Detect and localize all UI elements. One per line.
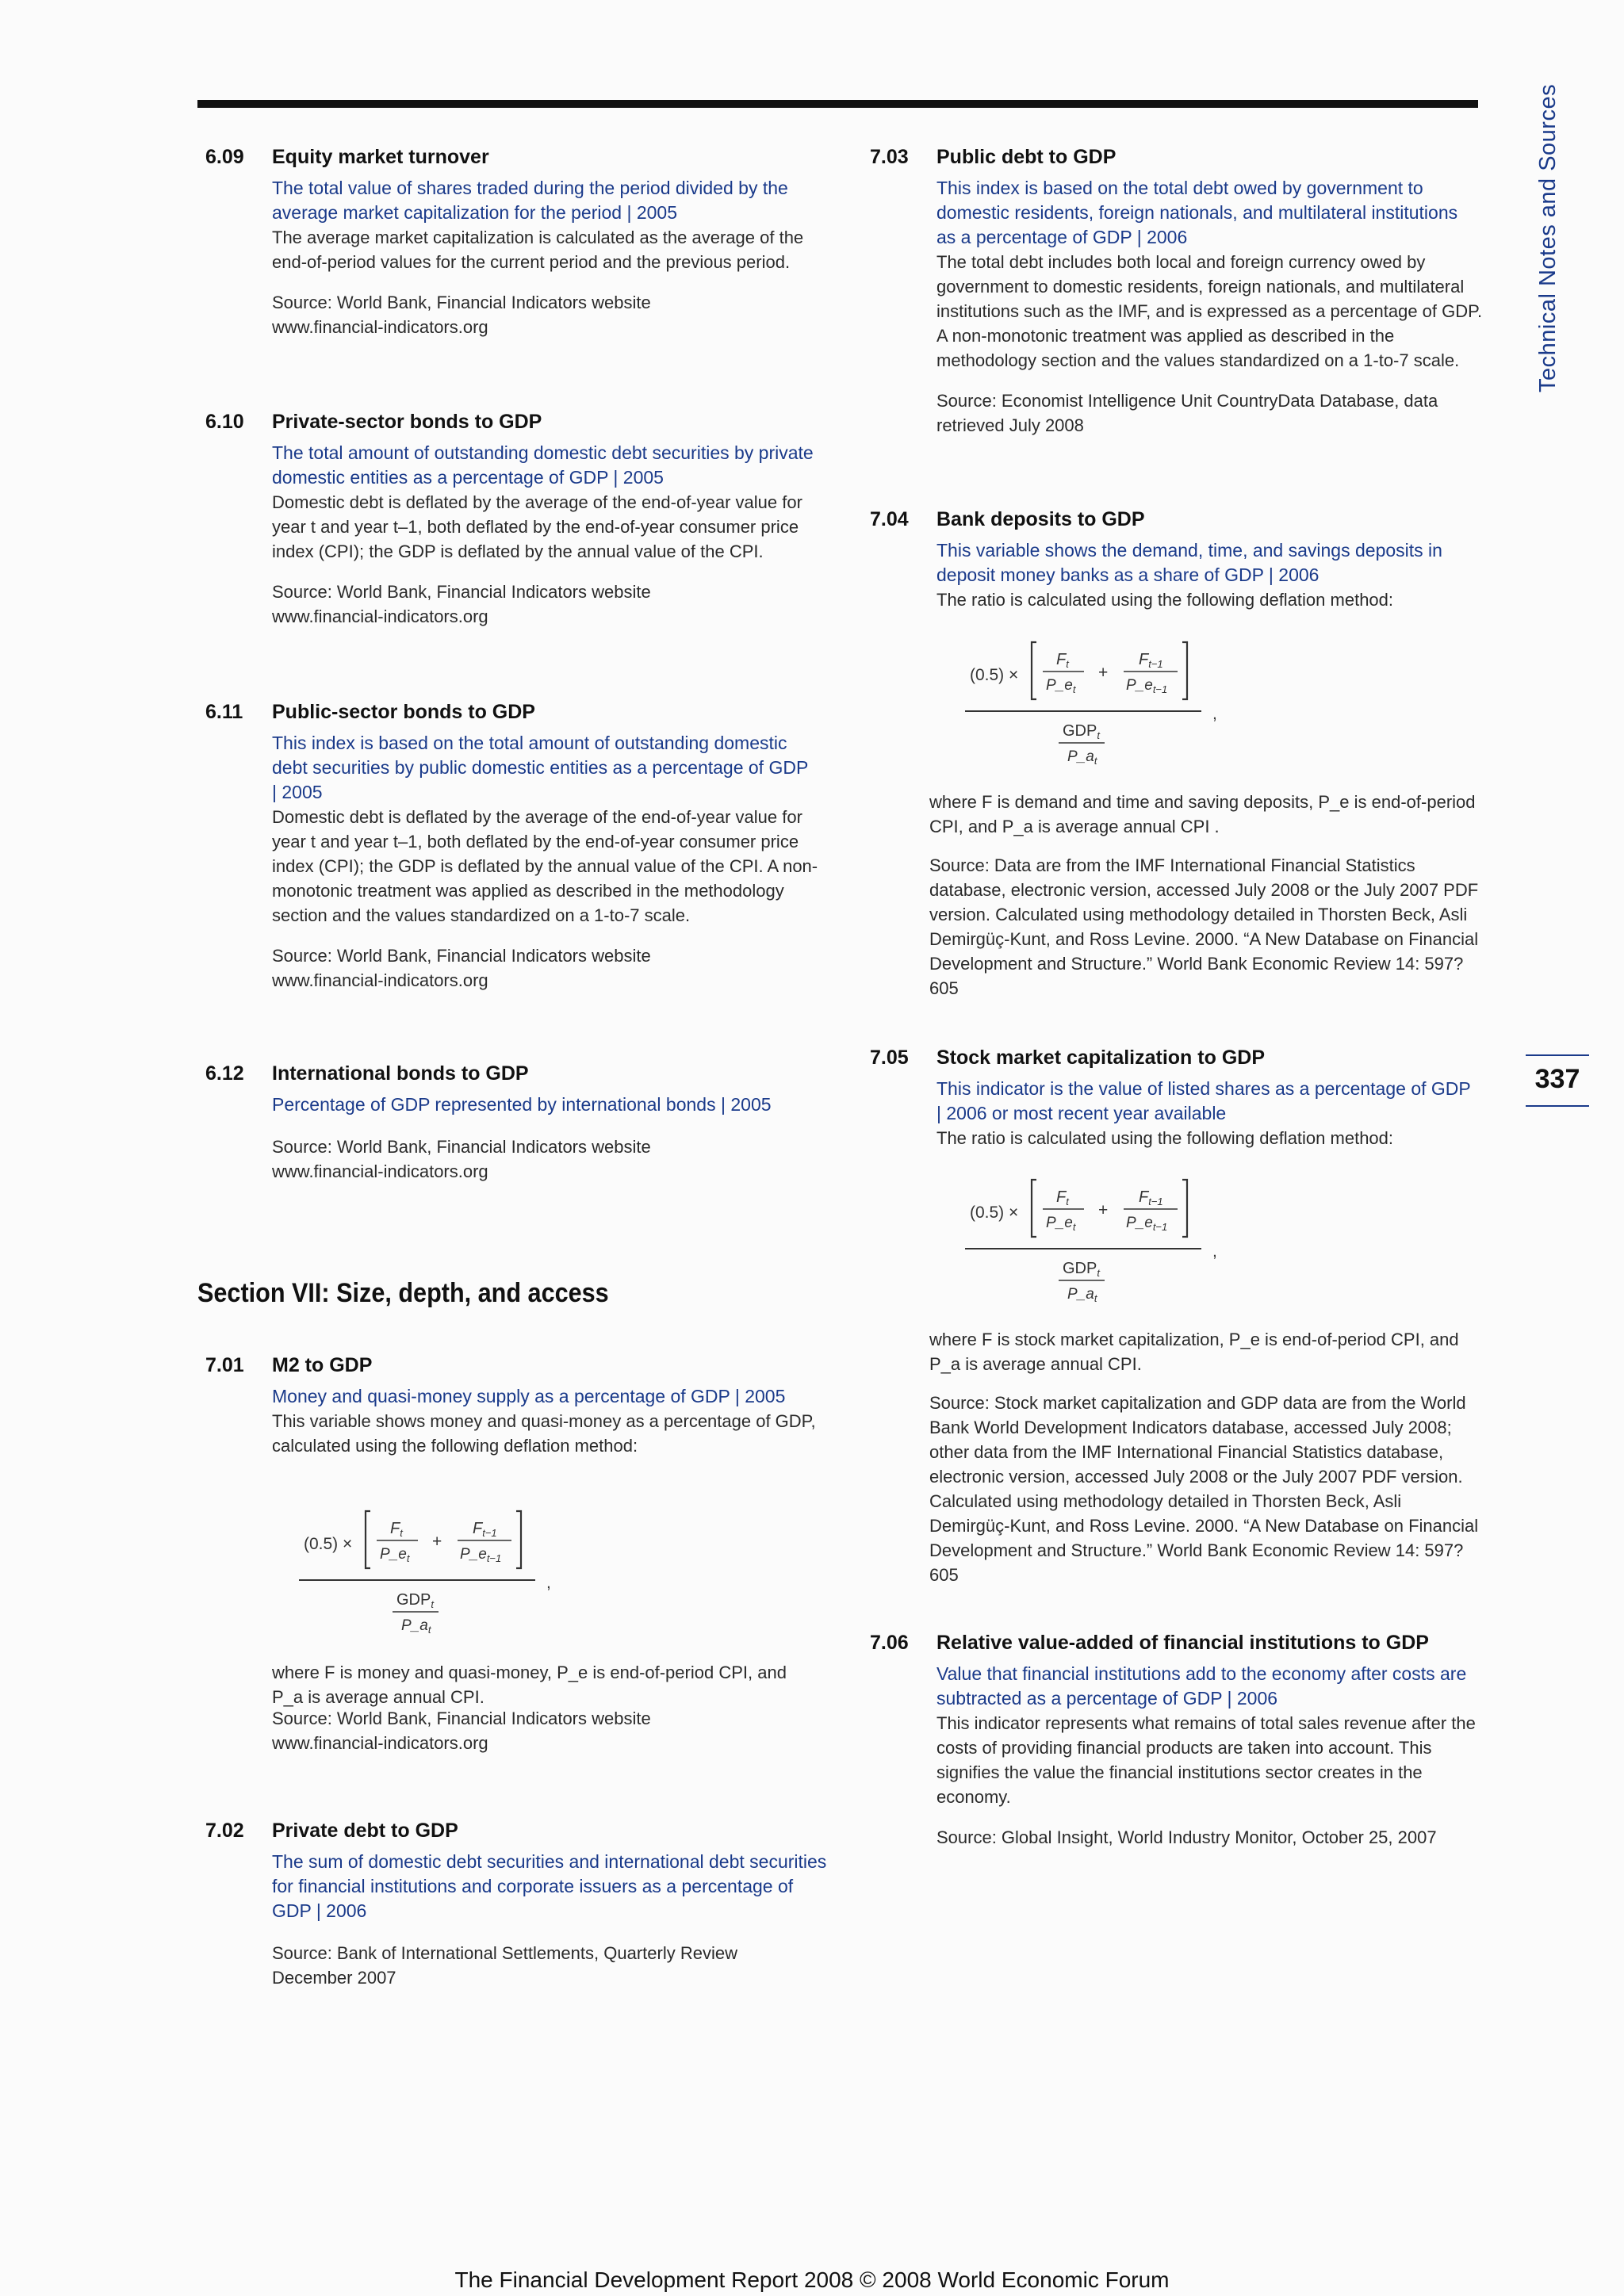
entry-number: 7.05 xyxy=(870,1047,909,1069)
formula-pet-1: $P\_e_{t-1}$ xyxy=(1126,677,1168,695)
entry-source: Source: Data are from the IMF International Financial Statistics database, electronic version, accessed July 2008 or the July 2007 PDF version. Calculated using methodology detailed in Thorsten Beck, Asli Demirgüç-Kunt, and Ross Levine. 2000. “A New Database on Financial Development and Structure.” World Bank Economic Review 14: 597?605 xyxy=(929,855,1479,998)
entry-source: Source: World Bank, Financial Indicators website www.financial-indicators.org xyxy=(272,1137,651,1181)
entry-definition: Value that financial institutions add to the economy after costs are subtracted as a percentage of GDP | 2006 xyxy=(936,1663,1467,1709)
deflation-formula xyxy=(963,1173,1249,1316)
left-bracket xyxy=(1032,642,1036,699)
formula-where-text: where F is stock market capitalization, P_e is end-of-period CPI, and P_a is average annual CPI. xyxy=(929,1330,1459,1374)
entry-definition: This index is based on the total debt owed by government to domestic residents, foreign nationals, and multilateral institutions as a percentage of GDP | 2006 xyxy=(936,178,1458,247)
entry-source: Source: Economist Intelligence Unit CountryData Database, data retrieved July 2008 xyxy=(936,391,1438,435)
formula-ft-1: $F_{t-1}$ xyxy=(1139,651,1163,670)
formula-plus: + xyxy=(432,1533,442,1551)
left-bracket xyxy=(366,1511,370,1568)
formula-plus: + xyxy=(1098,1201,1109,1219)
entry-definition: This variable shows the demand, time, and savings deposits in deposit money banks as a share of GDP | 2006 xyxy=(936,540,1442,585)
page-number-rule-bottom xyxy=(1526,1105,1589,1107)
formula-coefficient: (0.5) × xyxy=(970,1203,1019,1222)
formula-where-text: where F is demand and time and saving deposits, P_e is end-of-period CPI, and P_a is average annual CPI . xyxy=(929,792,1476,836)
entry-title: Private-sector bonds to GDP xyxy=(272,411,542,433)
formula-pet-1: $P\_e_{t-1}$ xyxy=(460,1546,502,1564)
formula-coefficient: (0.5) × xyxy=(970,666,1019,684)
formula-pat: $P\_a_t$ xyxy=(1067,748,1097,767)
formula-coefficient: (0.5) × xyxy=(304,1535,353,1553)
entry-text: The average market capitalization is calculated as the average of the end-of-period values for the current period and the previous period. xyxy=(272,228,804,272)
formula-ft-1: $F_{t-1}$ xyxy=(1139,1188,1163,1207)
formula-pet: $P\_e_t$ xyxy=(1046,1215,1076,1233)
entry-text: Domestic debt is deflated by the average of the end-of-year value for year t and year t–1, both deflated by the end-of-year consumer price index (CPI); the GDP is deflated by the annual value of the CPI. xyxy=(272,492,802,561)
formula-pet-1: $P\_e_{t-1}$ xyxy=(1126,1215,1168,1233)
entry-title: Stock market capitalization to GDP xyxy=(936,1047,1265,1069)
formula-gdp: $GDP_t$ xyxy=(1063,722,1100,741)
entry-definition: This index is based on the total amount of outstanding domestic debt securities by public domestic entities as a percentage of GDP | 2005 xyxy=(272,733,808,802)
formula-pet: $P\_e_t$ xyxy=(1046,677,1076,695)
formula-comma: , xyxy=(1212,705,1217,723)
entry-title: Relative value-added of financial institutions to GDP xyxy=(936,1632,1429,1654)
entry-source: Source: Stock market capitalization and GDP data are from the World Bank World Development Indicators database, accessed July 2008; other data from the IMF International Financial Statistics database, electronic version, accessed July 2008 or the July 2007 PDF version. Calculated using methodology detailed in Thorsten Beck, Asli Demirgüç-Kunt, and Ross Levine. 2000. “A New Database on Financial Development and Structure.” World Bank Economic Review 14: 597?605 xyxy=(929,1393,1479,1585)
entry-title: Public debt to GDP xyxy=(936,146,1116,168)
entry-number: 7.03 xyxy=(870,146,909,168)
entry-number: 6.12 xyxy=(205,1062,244,1085)
page-number-rule-top xyxy=(1526,1054,1589,1056)
entry-source: Source: Bank of International Settlements, Quarterly Review December 2007 xyxy=(272,1943,737,1988)
entry-text: The ratio is calculated using the following deflation method: xyxy=(936,590,1394,610)
entry-source: Source: World Bank, Financial Indicators website www.financial-indicators.org xyxy=(272,293,651,337)
entry-title: International bonds to GDP xyxy=(272,1062,529,1085)
formula-gdp: $GDP_t$ xyxy=(396,1591,434,1610)
entry-text: This indicator represents what remains of total sales revenue after the costs of providing financial products are taken into account. This signifies the value the financial institutions sector creates in the economy. xyxy=(936,1713,1476,1807)
right-bracket xyxy=(1182,1180,1187,1237)
entry-definition: The total amount of outstanding domestic debt securities by private domestic entities as a percentage of GDP | 2005 xyxy=(272,442,814,488)
entry-source: Source: Global Insight, World Industry Monitor, October 25, 2007 xyxy=(936,1827,1437,1847)
formula-ft-1: $F_{t-1}$ xyxy=(473,1520,497,1539)
entry-text: This variable shows money and quasi-money as a percentage of GDP, calculated using the following deflation method: xyxy=(272,1411,816,1456)
entry-number: 7.01 xyxy=(205,1354,244,1376)
formula-comma: , xyxy=(1212,1242,1217,1261)
entry-title: M2 to GDP xyxy=(272,1354,373,1376)
top-rule xyxy=(197,100,1478,108)
formula-where-text: where F is money and quasi-money, P_e is end-of-period CPI, and P_a is average annual CPI. xyxy=(272,1663,787,1707)
formula-ft: $F_t$ xyxy=(1056,1188,1069,1207)
entry-definition: The sum of domestic debt securities and international debt securities for financial institutions and corporate issuers as a percentage of GDP | 2006 xyxy=(272,1851,827,1921)
section-heading: Section VII: Size, depth, and access xyxy=(197,1278,609,1308)
entry-definition: This indicator is the value of listed shares as a percentage of GDP | 2006 or most recent year available xyxy=(936,1078,1471,1123)
formula-pet: $P\_e_t$ xyxy=(380,1546,410,1564)
entry-number: 6.10 xyxy=(205,411,244,433)
formula-gdp: $GDP_t$ xyxy=(1063,1260,1100,1279)
side-section-title: Technical Notes and Sources xyxy=(1535,83,1561,392)
formula-pat: $P\_a_t$ xyxy=(401,1617,431,1636)
entry-number: 6.11 xyxy=(205,701,243,723)
entry-definition: The total value of shares traded during the period divided by the average market capitalization for the period | 2005 xyxy=(272,178,788,223)
entry-source: Source: World Bank, Financial Indicators website www.financial-indicators.org xyxy=(272,946,651,990)
entry-number: 6.09 xyxy=(205,146,244,168)
page-footer: The Financial Development Report 2008 © 2008 World Economic Forum xyxy=(454,2267,1170,2292)
entry-source: Source: World Bank, Financial Indicators website www.financial-indicators.org xyxy=(272,582,651,626)
entry-title: Bank deposits to GDP xyxy=(936,508,1145,530)
entry-title: Equity market turnover xyxy=(272,146,489,168)
entry-definition: Percentage of GDP represented by international bonds | 2005 xyxy=(272,1094,772,1115)
right-bracket xyxy=(516,1511,521,1568)
formula-ft: $F_t$ xyxy=(1056,651,1069,670)
entry-source: Source: World Bank, Financial Indicators website www.financial-indicators.org xyxy=(272,1709,651,1753)
entry-text: The total debt includes both local and foreign currency owed by government to domestic residents, foreign nationals, and multilateral institutions such as the IMF, and is expressed as a percentage of GDP. A non-monotonic treatment was applied as described in the methodology section and the values standardized on a 1-to-7 scale. xyxy=(936,252,1483,370)
entry-title: Public-sector bonds to GDP xyxy=(272,701,535,723)
page-number: 337 xyxy=(1534,1064,1580,1094)
formula-comma: , xyxy=(546,1574,551,1592)
right-bracket xyxy=(1182,642,1187,699)
entry-definition: Money and quasi-money supply as a percentage of GDP | 2005 xyxy=(272,1386,786,1406)
left-bracket xyxy=(1032,1180,1036,1237)
entry-number: 7.02 xyxy=(205,1820,244,1842)
entry-title: Private debt to GDP xyxy=(272,1820,458,1842)
formula-ft: $F_t$ xyxy=(390,1520,403,1539)
formula-plus: + xyxy=(1098,664,1109,682)
entry-number: 7.06 xyxy=(870,1632,909,1654)
deflation-formula xyxy=(963,636,1249,779)
entry-text: The ratio is calculated using the following deflation method: xyxy=(936,1128,1394,1148)
deflation-formula xyxy=(297,1505,583,1647)
formula-pat: $P\_a_t$ xyxy=(1067,1286,1097,1304)
entry-number: 7.04 xyxy=(870,508,909,530)
entry-text: Domestic debt is deflated by the average of the end-of-year value for year t and year t–1, both deflated by the end-of-year consumer price index (CPI); the GDP is deflated by the annual value of the CPI. A non-monotonic treatment was applied as described in the methodology section and the values standardized on a 1-to-7 scale. xyxy=(272,807,818,925)
